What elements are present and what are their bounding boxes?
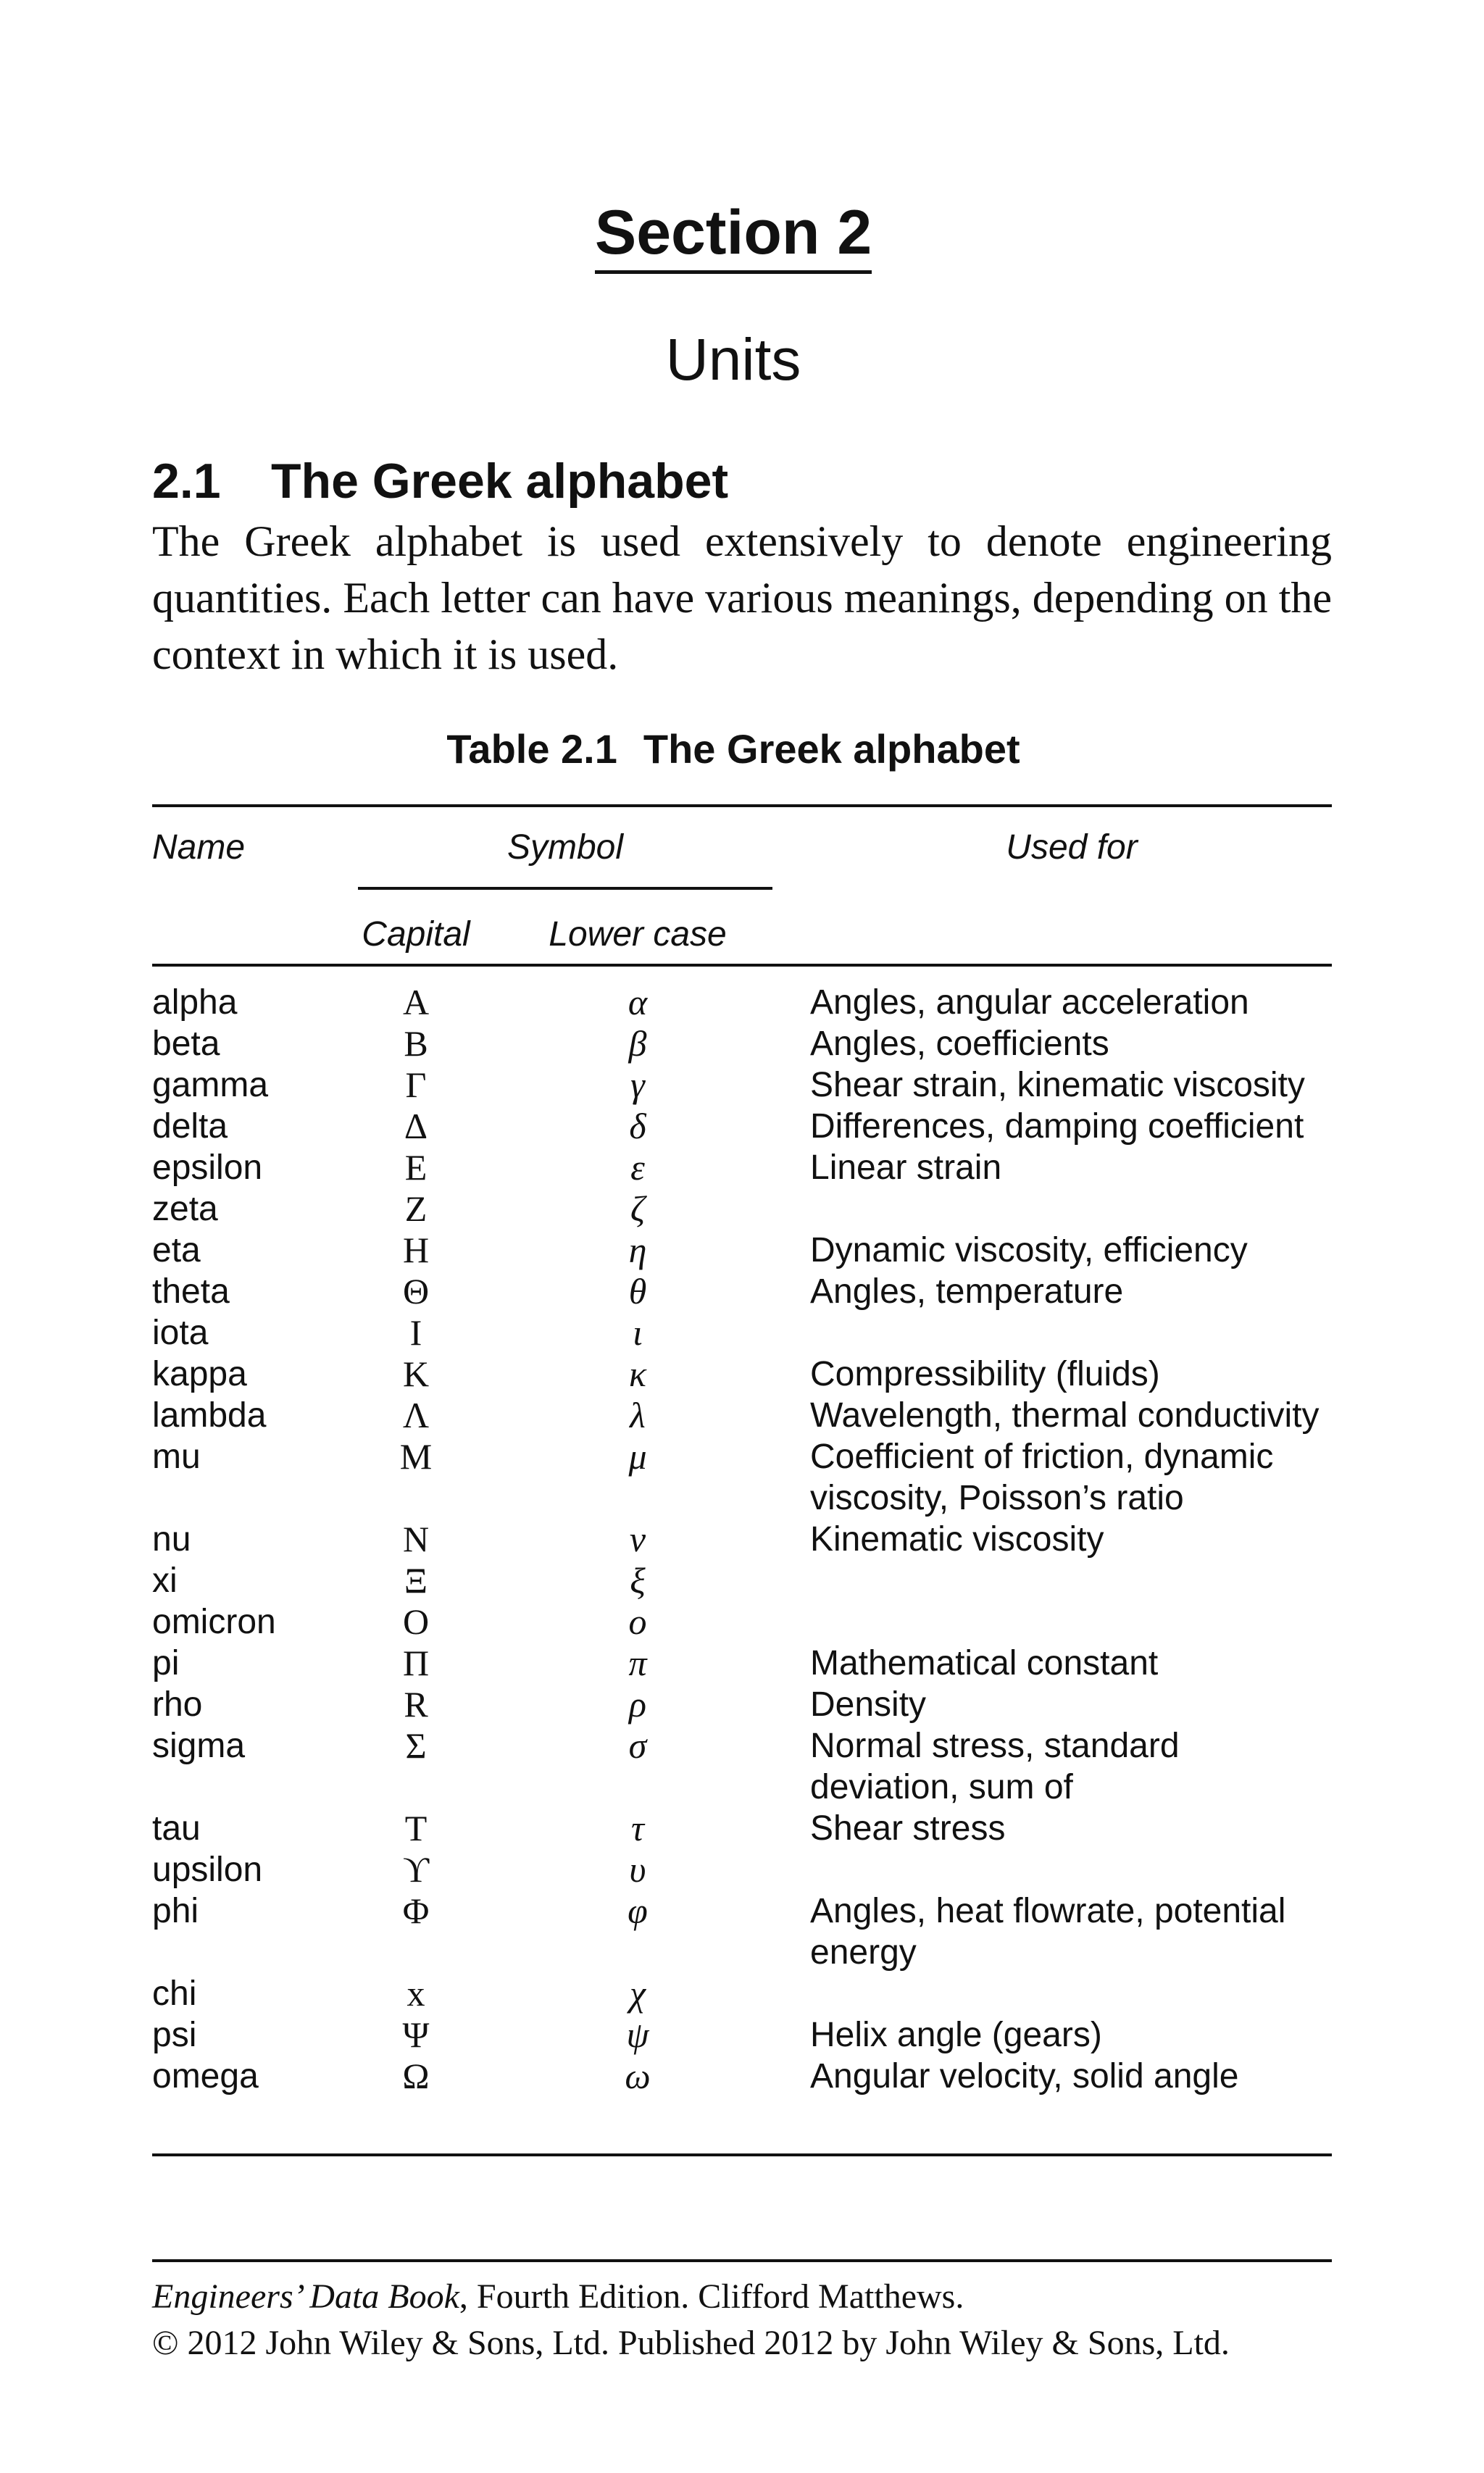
section-title bbox=[0, 198, 1467, 267]
table-row bbox=[152, 1312, 1332, 1354]
table-row bbox=[152, 1436, 1332, 1519]
table-caption-title: The Greek alphabet bbox=[643, 726, 1020, 772]
letter-name: rho bbox=[152, 1685, 203, 1724]
capital-symbol: Ω bbox=[402, 2056, 430, 2096]
table-row bbox=[152, 1230, 1332, 1271]
used-for: Kinematic viscosity bbox=[810, 1520, 1104, 1559]
used-for: Differences, damping coefficient bbox=[810, 1107, 1304, 1146]
letter-name: gamma bbox=[152, 1066, 269, 1104]
letter-name: sigma bbox=[152, 1727, 246, 1765]
used-for bbox=[810, 1849, 1332, 1890]
table-row bbox=[152, 1684, 1332, 1725]
used-for bbox=[810, 1560, 1332, 1601]
letter-name: theta bbox=[152, 1272, 230, 1311]
column-header-used-for: Used for bbox=[1006, 828, 1138, 867]
letter-name: alpha bbox=[152, 983, 238, 1022]
capital-symbol: Δ bbox=[404, 1106, 428, 1146]
capital-symbol: Ξ bbox=[404, 1560, 428, 1601]
lower-case-symbol: β bbox=[628, 1023, 647, 1064]
used-for: Mathematical constant bbox=[810, 1644, 1159, 1682]
used-for: Shear stress bbox=[810, 1809, 1006, 1848]
lower-case-symbol: λ bbox=[630, 1395, 646, 1435]
letter-name: delta bbox=[152, 1107, 228, 1146]
used-for: Angles, heat flowrate, potential energy bbox=[810, 1892, 1286, 1972]
letter-name: omicron bbox=[152, 1603, 276, 1641]
table-row bbox=[152, 1849, 1332, 1890]
used-for: Angular velocity, solid angle bbox=[810, 2057, 1239, 2095]
table-row bbox=[152, 1147, 1332, 1188]
capital-symbol: Ν bbox=[402, 1519, 430, 1559]
table-row bbox=[152, 1973, 1332, 2014]
lower-case-symbol: ν bbox=[629, 1519, 646, 1559]
table-row bbox=[152, 1395, 1332, 1436]
lower-case-symbol: φ bbox=[628, 1890, 648, 1931]
lower-case-symbol: μ bbox=[628, 1436, 647, 1477]
capital-symbol: Μ bbox=[399, 1436, 433, 1477]
capital-symbol: Ψ bbox=[402, 2014, 430, 2055]
letter-name: chi bbox=[152, 1974, 197, 2013]
capital-symbol: ϒ bbox=[402, 1849, 430, 1890]
table-caption-number: Table 2.1 bbox=[446, 726, 617, 772]
symbol-header-rule bbox=[358, 887, 772, 890]
used-for bbox=[810, 1312, 1332, 1354]
letter-name: zeta bbox=[152, 1190, 218, 1228]
chapter-title: Units bbox=[665, 327, 801, 393]
table-row bbox=[152, 1808, 1332, 1849]
lower-case-symbol: η bbox=[628, 1230, 647, 1270]
capital-symbol: R bbox=[404, 1684, 428, 1725]
capital-symbol: Β bbox=[404, 1023, 428, 1064]
section-title-text: Section 2 bbox=[595, 198, 872, 274]
used-for: Compressibility (fluids) bbox=[810, 1355, 1160, 1393]
letter-name: beta bbox=[152, 1025, 220, 1063]
footer-edition-author: , Fourth Edition. Clifford Matthews. bbox=[459, 2277, 964, 2316]
table-header-rule bbox=[152, 964, 1332, 967]
letter-name: omega bbox=[152, 2057, 259, 2095]
lower-case-symbol: ξ bbox=[630, 1560, 646, 1601]
used-for: Coefficient of friction, dynamic viscosity, Poisson’s ratio bbox=[810, 1438, 1274, 1517]
column-header-capital: Capital bbox=[362, 915, 470, 954]
table-caption bbox=[0, 726, 1467, 772]
capital-symbol: Φ bbox=[402, 1890, 430, 1931]
lower-case-symbol: δ bbox=[629, 1106, 646, 1146]
lower-case-symbol: ρ bbox=[629, 1684, 646, 1725]
table-row bbox=[152, 1023, 1332, 1064]
letter-name: nu bbox=[152, 1520, 191, 1559]
table-row bbox=[152, 1106, 1332, 1147]
table-row bbox=[152, 2056, 1332, 2097]
capital-symbol: Κ bbox=[402, 1354, 430, 1394]
lower-case-symbol: τ bbox=[631, 1808, 644, 1848]
capital-symbol: Τ bbox=[404, 1808, 428, 1848]
capital-symbol: Ζ bbox=[404, 1188, 428, 1229]
footer-rule bbox=[152, 2259, 1332, 2262]
table-top-rule bbox=[152, 804, 1332, 807]
used-for: Wavelength, thermal conductivity bbox=[810, 1396, 1320, 1435]
letter-name: phi bbox=[152, 1892, 199, 1930]
capital-symbol: Ι bbox=[409, 1312, 422, 1353]
table-row bbox=[152, 1271, 1332, 1312]
used-for: Density bbox=[810, 1685, 927, 1724]
used-for: Normal stress, standard deviation, sum of bbox=[810, 1727, 1180, 1806]
used-for: Dynamic viscosity, efficiency bbox=[810, 1231, 1248, 1269]
lower-case-symbol: κ bbox=[629, 1354, 646, 1394]
letter-name: xi bbox=[152, 1561, 178, 1600]
used-for: Angles, angular acceleration bbox=[810, 983, 1249, 1022]
table-row bbox=[152, 1519, 1332, 1560]
lower-case-symbol: ψ bbox=[626, 2014, 649, 2055]
lower-case-symbol: α bbox=[628, 982, 648, 1022]
letter-name: tau bbox=[152, 1809, 201, 1848]
letter-name: upsilon bbox=[152, 1851, 263, 1889]
column-header-name: Name bbox=[152, 828, 246, 867]
table-body bbox=[152, 982, 1332, 2097]
lower-case-symbol: ω bbox=[625, 2056, 651, 2096]
footer-book-title: Engineers’ Data Book bbox=[152, 2277, 459, 2316]
capital-symbol: Θ bbox=[402, 1271, 430, 1311]
table-row bbox=[152, 1601, 1332, 1643]
letter-name: kappa bbox=[152, 1355, 247, 1393]
table-row bbox=[152, 1188, 1332, 1230]
capital-symbol: Α bbox=[402, 982, 430, 1022]
lower-case-symbol: υ bbox=[629, 1849, 646, 1890]
letter-name: epsilon bbox=[152, 1148, 263, 1187]
table-row bbox=[152, 2014, 1332, 2056]
lower-case-symbol: χ bbox=[630, 1973, 646, 2014]
lower-case-symbol: σ bbox=[628, 1725, 647, 1766]
lower-case-symbol: o bbox=[628, 1601, 647, 1642]
letter-name: psi bbox=[152, 2016, 197, 2054]
subsection-heading bbox=[152, 454, 729, 509]
table-row bbox=[152, 1560, 1332, 1601]
footer-citation bbox=[152, 2275, 964, 2319]
letter-name: lambda bbox=[152, 1396, 267, 1435]
letter-name: pi bbox=[152, 1644, 180, 1682]
used-for: Shear strain, kinematic viscosity bbox=[810, 1066, 1305, 1104]
column-header-lower-case: Lower case bbox=[549, 915, 727, 954]
table-row bbox=[152, 1890, 1332, 1973]
used-for bbox=[810, 1188, 1332, 1230]
table-row bbox=[152, 1354, 1332, 1395]
lower-case-symbol: γ bbox=[630, 1064, 645, 1105]
subsection-number: 2.1 bbox=[152, 454, 221, 509]
capital-symbol: Ε bbox=[404, 1147, 428, 1188]
table-bottom-rule bbox=[152, 2153, 1332, 2156]
subsection-title: The Greek alphabet bbox=[271, 454, 729, 509]
letter-name: eta bbox=[152, 1231, 201, 1269]
used-for bbox=[810, 1601, 1332, 1643]
footer-copyright: © 2012 John Wiley & Sons, Ltd. Published 2012 by John Wiley & Sons, Ltd. bbox=[152, 2324, 1230, 2362]
table-row bbox=[152, 1643, 1332, 1684]
used-for: Linear strain bbox=[810, 1148, 1002, 1187]
lower-case-symbol: ε bbox=[630, 1147, 645, 1188]
capital-symbol: Λ bbox=[402, 1395, 430, 1435]
lower-case-symbol: θ bbox=[628, 1271, 647, 1311]
capital-symbol: Π bbox=[402, 1643, 430, 1683]
table-row bbox=[152, 982, 1332, 1023]
table-row bbox=[152, 1725, 1332, 1808]
lower-case-symbol: π bbox=[628, 1643, 647, 1683]
intro-paragraph: The Greek alphabet is used extensively to denote engineering quantities. Each letter can have various meanings, depending on the context in which it is used. bbox=[152, 517, 1332, 678]
letter-name: iota bbox=[152, 1314, 209, 1352]
letter-name: mu bbox=[152, 1438, 201, 1476]
used-for: Helix angle (gears) bbox=[810, 2016, 1102, 2054]
capital-symbol: x bbox=[407, 1973, 425, 2014]
table-row bbox=[152, 1064, 1332, 1106]
used-for: Angles, temperature bbox=[810, 1272, 1124, 1311]
column-header-symbol: Symbol bbox=[507, 828, 624, 867]
capital-symbol: Γ bbox=[405, 1064, 427, 1105]
lower-case-symbol: ζ bbox=[630, 1188, 646, 1229]
capital-symbol: Σ bbox=[405, 1725, 427, 1766]
capital-symbol: Η bbox=[402, 1230, 430, 1270]
used-for: Angles, coefficients bbox=[810, 1025, 1109, 1063]
lower-case-symbol: ι bbox=[633, 1312, 643, 1353]
capital-symbol: Ο bbox=[402, 1601, 430, 1642]
used-for bbox=[810, 1973, 1332, 2014]
